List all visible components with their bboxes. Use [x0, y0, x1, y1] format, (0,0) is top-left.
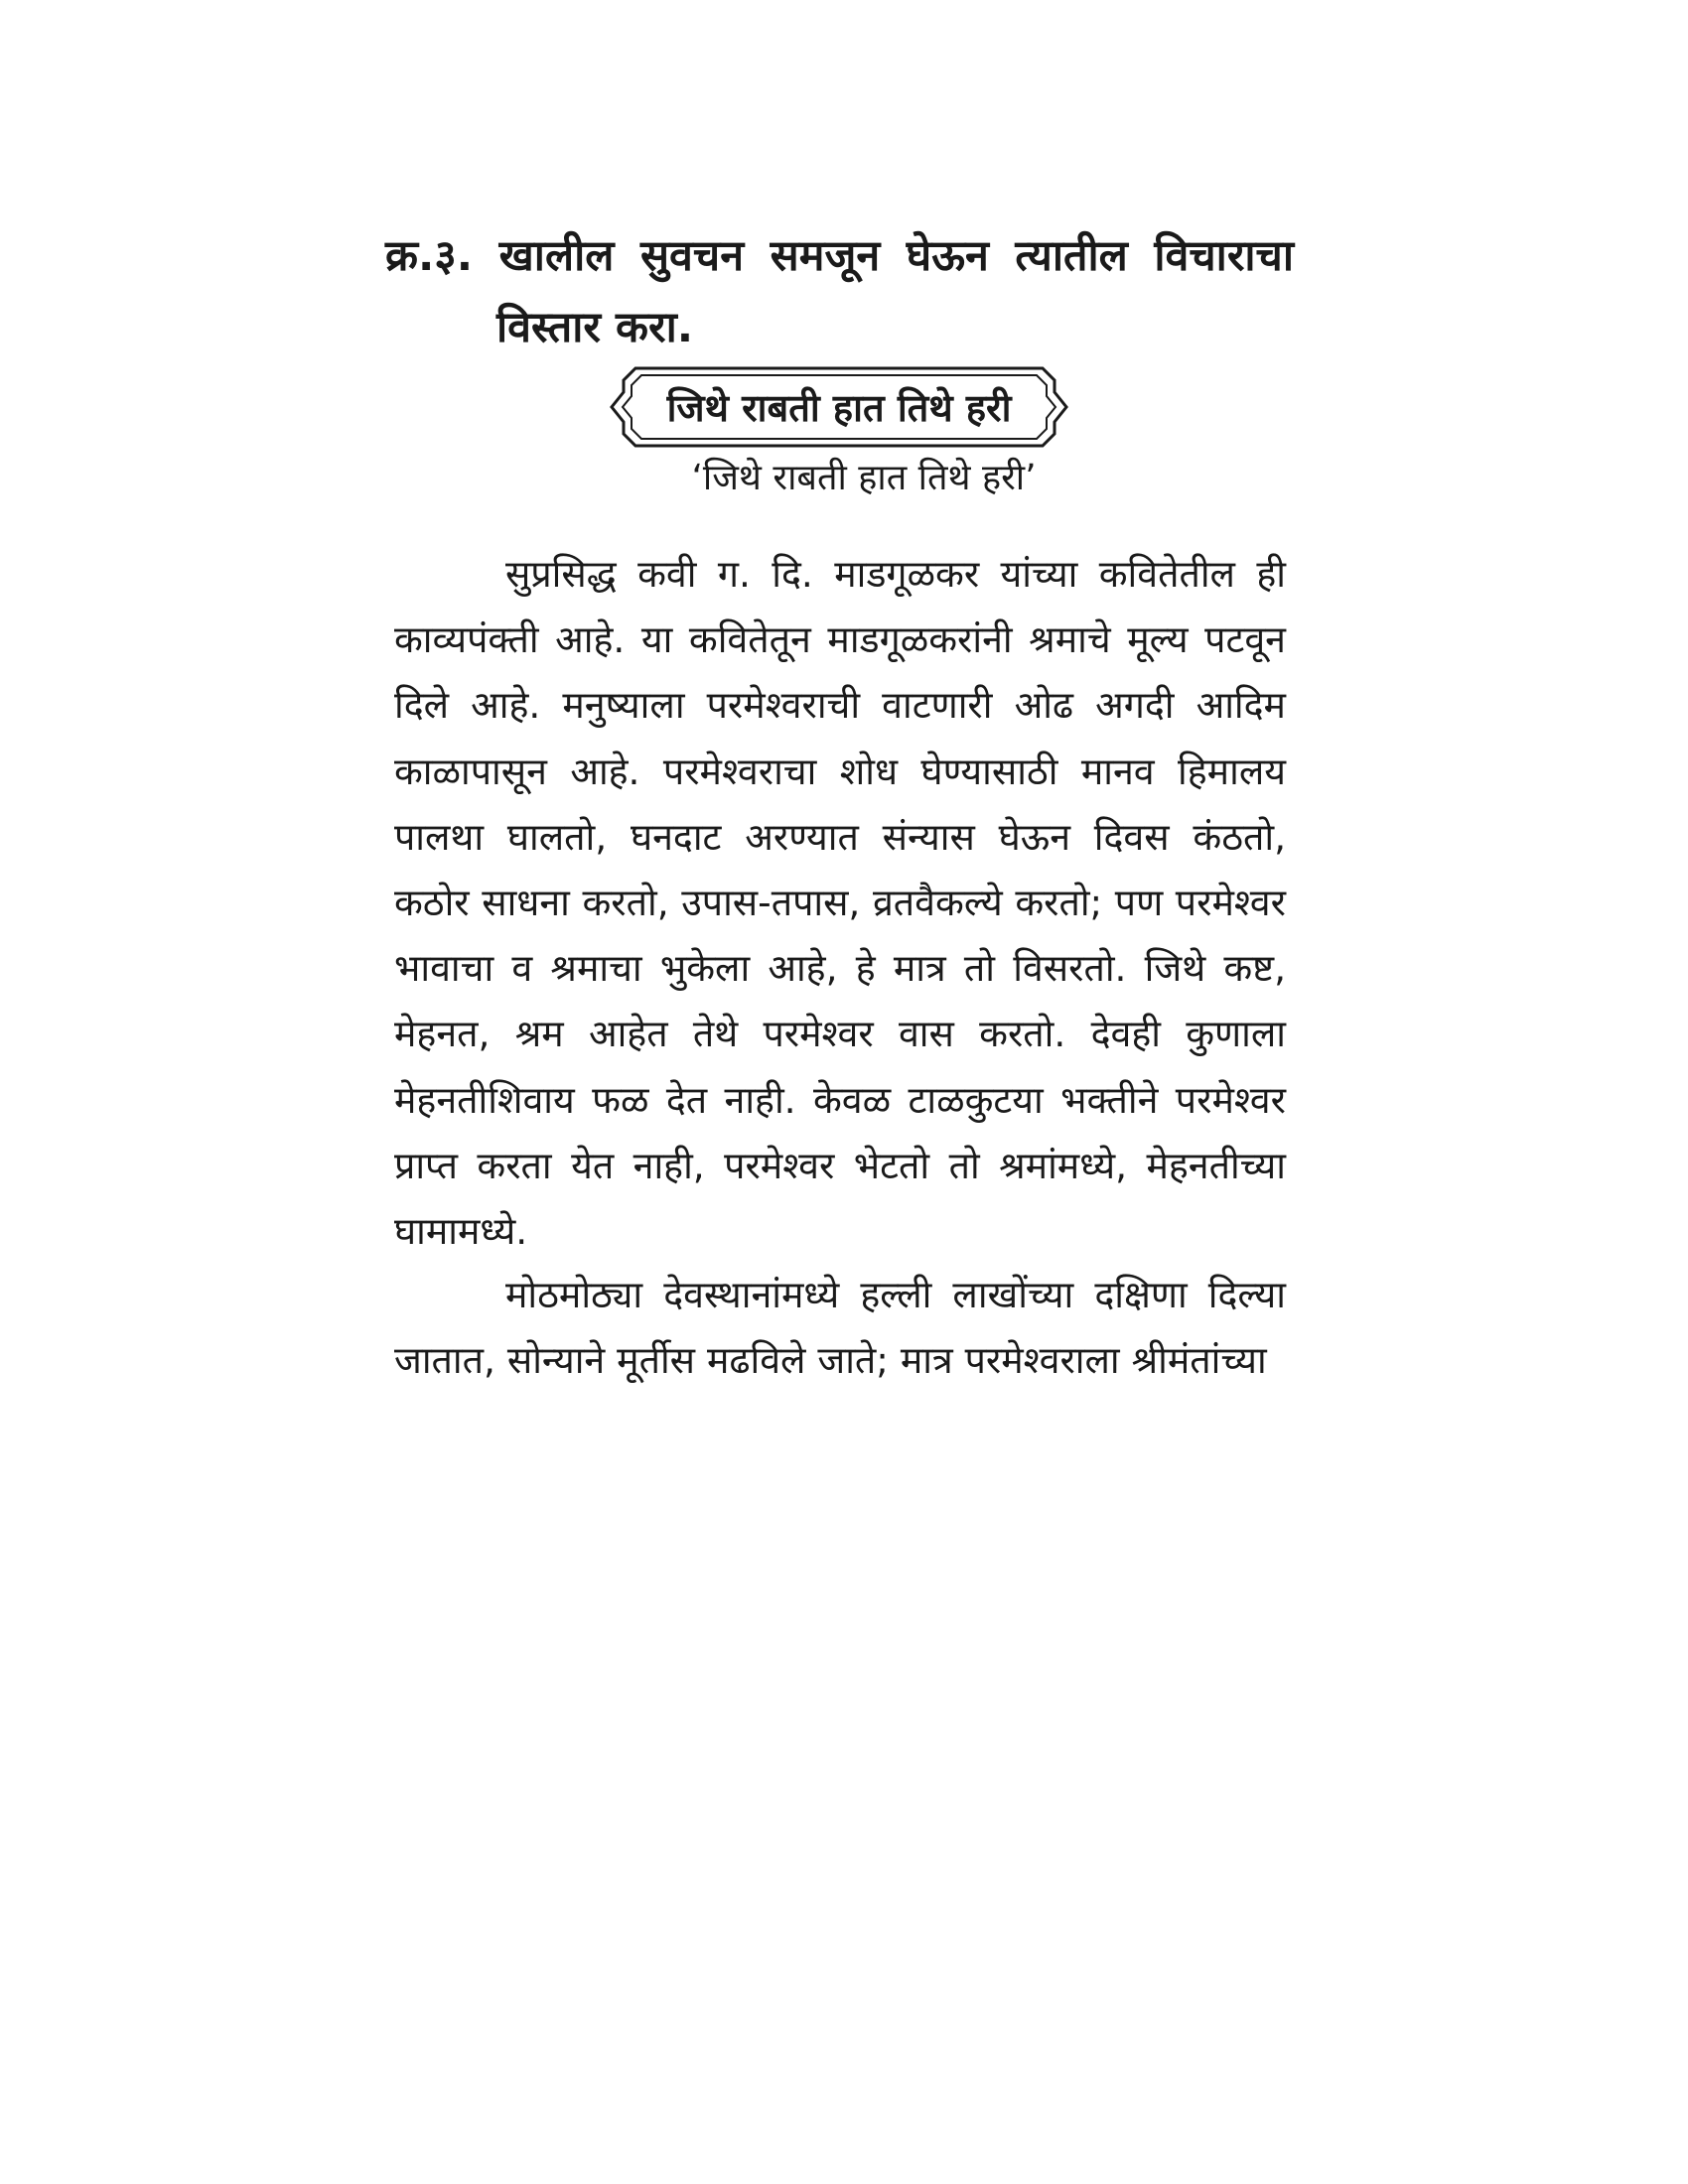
quote-text: ‘जिथे राबती हात तिथे हरी’ — [691, 458, 1037, 498]
paragraph-2: मोठमोठ्या देवस्थानांमध्ये हल्ली लाखोंच्या दक्षिणा दिल्या जातात, सोन्याने मूर्तीस मढविले जाते; मात्र परमेश्वराला श्रीमंतांच्या — [394, 1273, 1286, 1383]
question-heading-continuation — [496, 292, 693, 363]
paragraph-1: सुप्रसिद्ध कवी ग. दि. माडगूळकर यांच्या कवितेतील ही काव्यपंक्ती आहे. या कवितेतून माडगूळकरांनी श्रमाचे मूल्य पटवून दिले आहे. मनुष्याला परमेश्वराची वाटणारी ओढ अगदी आदिम काळापासून आहे. परमेश्वराचा शोध घेण्यासाठी मानव हिमालय पालथा घालतो, घनदाट अरण्यात संन्यास घेऊन दिवस कंठतो, कठोर साधना करतो, उपास-तपास, व्रतवैकल्ये करतो; पण परमेश्वर भावाचा व श्रमाचा भुकेला आहे, हे मात्र तो विसरतो. जिथे कष्ट, मेहनत, श्रम आहेत तेथे परमेश्वर वास करतो. देवही कुणाला मेहनतीशिवाय फळ देत नाही. केवळ टाळकुटया भक्तीने परमेश्वर प्राप्त करता येत नाही, परमेश्वर भेटतो तो श्रमांमध्ये, मेहनतीच्या घामामध्ये. — [394, 552, 1286, 1254]
title-text: जिथे राबती हात तिथे हरी — [666, 386, 1012, 430]
question-line-2: विस्तार करा. — [496, 303, 694, 352]
question-heading — [385, 220, 1294, 292]
title-frame — [606, 362, 1072, 452]
question-line-1: क्र.३. खालील सुवचन समजून घेऊन त्यातील विचाराचा — [385, 231, 1294, 281]
quote-line — [0, 449, 1688, 508]
